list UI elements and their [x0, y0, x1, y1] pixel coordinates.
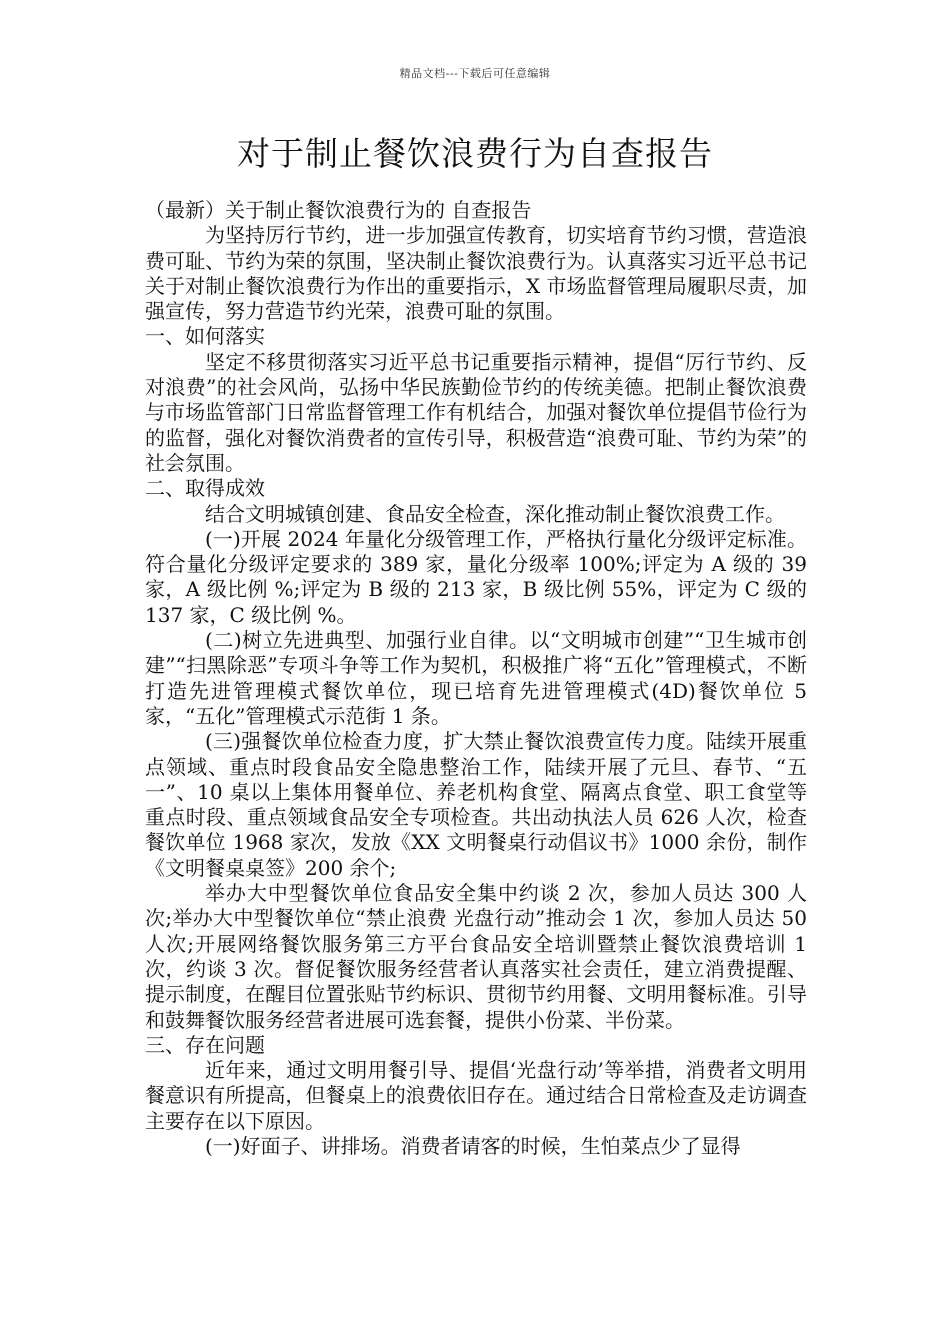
paragraph-problem-1: (一)好面子、讲排场。消费者请客的时候，生怕菜点少了显得: [205, 1133, 741, 1158]
paragraph-result-3: (三)强餐饮单位检查力度，扩大禁止餐饮浪费宣传力度。陆续开展重点领域、重点时段食品安全隐患整治工作，陆续开展了元旦、春节、“五一”、10 桌以上集体用餐单位、养老机构食堂、隔离点食堂、职工食堂等重点时段、重点领域食品安全专项检查。共出动执法人员 626 人次，检查餐饮单位 1968 家次，发放《XX 文明餐桌行动倡议书》1000 余份，制作《文明餐桌桌签》200 余个;: [145, 729, 807, 880]
paragraph-results-intro: 结合文明城镇创建、食品安全检查，深化推动制止餐饮浪费工作。: [205, 501, 785, 526]
document-body: [145, 198, 807, 1159]
section-heading-2: 二、取得成效: [145, 476, 265, 501]
document-title: 对于制止餐饮浪费行为自查报告: [237, 134, 713, 173]
document-subtitle: （最新）关于制止餐饮浪费行为的 自查报告: [145, 198, 532, 222]
paragraph-result-1: (一)开展 2024 年量化分级管理工作，严格执行量化分级评定标准。符合量化分级评定要求的 389 家，量化分级率 100%;评定为 A 级的 39 家，A 级比例 %;评定为 B 级的 213 家，B 级比例 55%，评定为 C 级的 137 家，C 级比例 %。: [145, 526, 807, 627]
header-note: 精品文档---下载后可任意编辑: [399, 67, 551, 80]
paragraph-implementation: 坚定不移贯彻落实习近平总书记重要指示精神，提倡“厉行节约、反对浪费”的社会风尚，弘扬中华民族勤俭节约的传统美德。把制止餐饮浪费与市场监管部门日常监督管理工作有机结合，加强对餐饮单位提倡节俭行为的监督，强化对餐饮消费者的宣传引导，积极营造“浪费可耻、节约为荣”的社会氛围。: [145, 349, 807, 475]
paragraph-result-3-continued: 举办大中型餐饮单位食品安全集中约谈 2 次，参加人员达 300 人次;举办大中型餐饮单位“禁止浪费 光盘行动”推动会 1 次，参加人员达 50 人次;开展网络餐饮服务第三方平台食品安全培训暨禁止餐饮浪费培训 1 次，约谈 3 次。督促餐饮服务经营者认真落实社会责任，建立消费提醒、提示制度，在醒目位置张贴节约标识、贯彻节约用餐、文明用餐标准。引导和鼓舞餐饮服务经营者进展可选套餐，提供小份菜、半份菜。: [145, 881, 807, 1032]
section-heading-3: 三、存在问题: [145, 1032, 265, 1057]
paragraph-result-2: (二)树立先进典型、加强行业自律。以“文明城市创建”“卫生城市创建”“扫黑除恶”专项斗争等工作为契机，积极推广将“五化”管理模式，不断打造先进管理模式餐饮单位，现已培育先进管理模式(4D)餐饮单位 5 家，“五化”管理模式示范街 1 条。: [145, 628, 807, 728]
paragraph-intro: 为坚持厉行节约，进一步加强宣传教育，切实培育节约习惯，营造浪费可耻、节约为荣的氛围，坚决制止餐饮浪费行为。认真落实习近平总书记关于对制止餐饮浪费行为作出的重要指示，X 市场监督管理局履职尽责，加强宣传，努力营造节约光荣，浪费可耻的氛围。: [145, 223, 807, 324]
paragraph-problems-intro: 近年来，通过文明用餐引导、提倡‘光盘行动’等举措，消费者文明用餐意识有所提高，但餐桌上的浪费依旧存在。通过结合日常检查及走访调查主要存在以下原因。: [145, 1058, 807, 1133]
section-heading-1: 一、如何落实: [145, 324, 265, 349]
